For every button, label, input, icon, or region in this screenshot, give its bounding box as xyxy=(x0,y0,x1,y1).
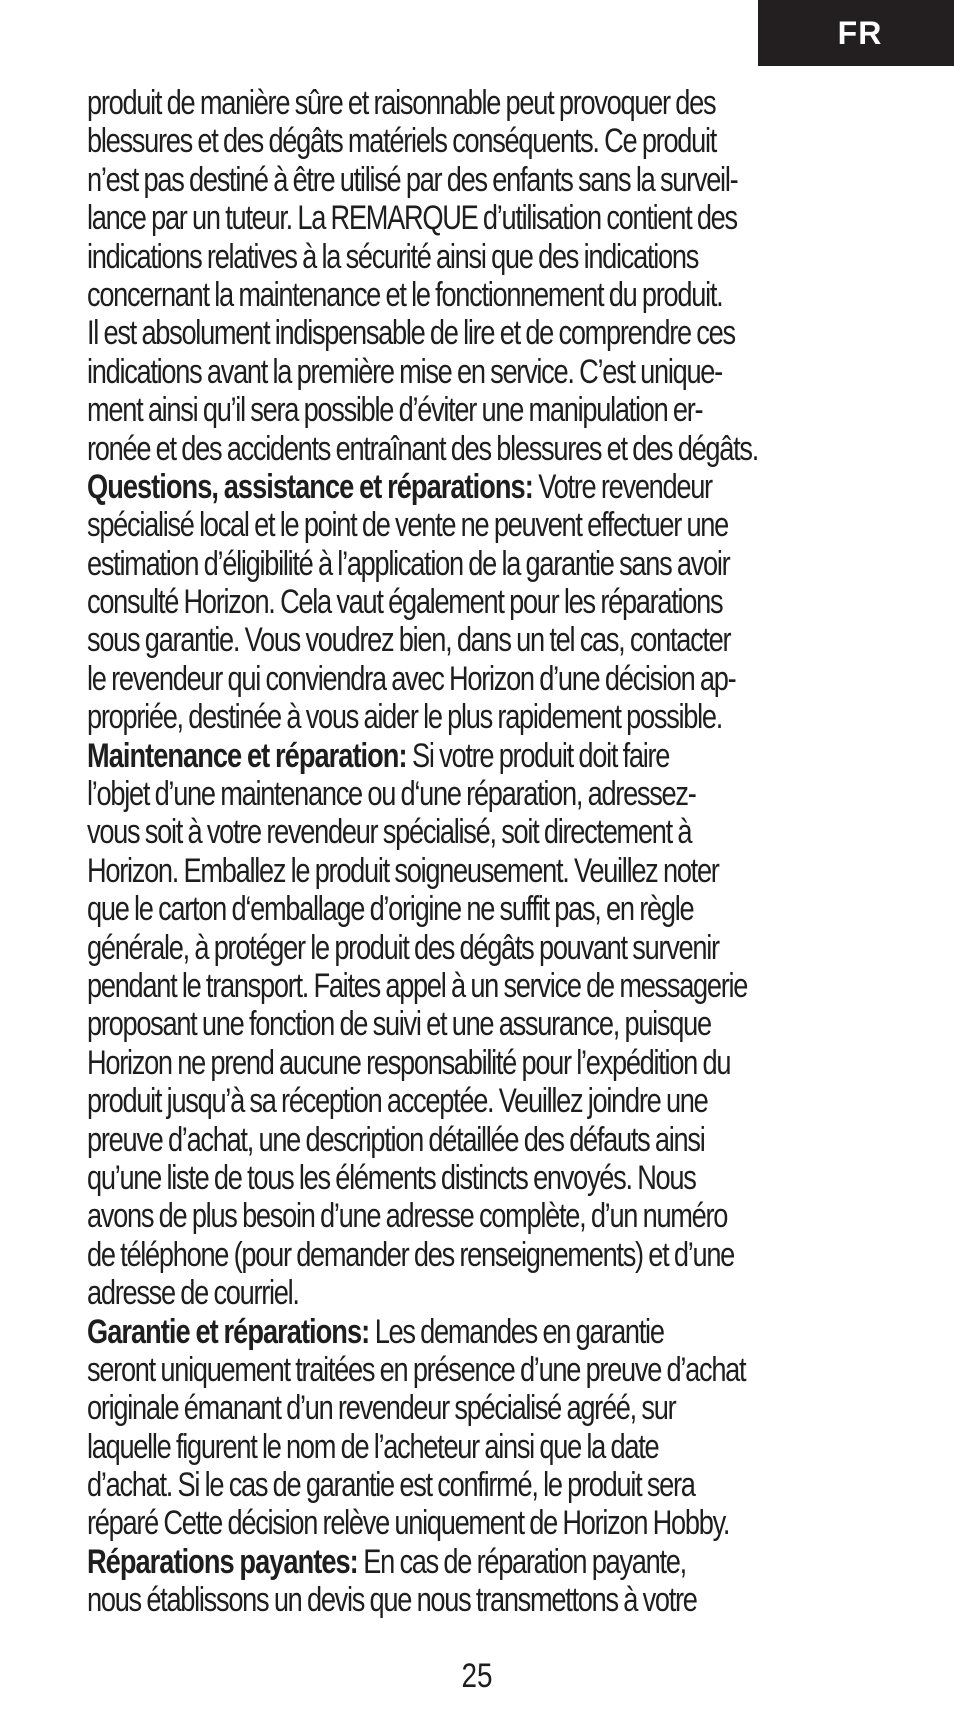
text-line: qu’une liste de tous les éléments distincts envoyés. Nous xyxy=(87,1158,696,1197)
text-line: indications avant la première mise en service. C’est unique- xyxy=(87,352,722,391)
text-line: avons de plus besoin d’une adresse complète, d’un numéro xyxy=(87,1197,728,1236)
text-line: d’achat. Si le cas de garantie est confirmé, le produit sera xyxy=(87,1466,695,1505)
text-line: que le carton d‘emballage d’origine ne suffit pas, en règle xyxy=(87,890,694,929)
text-line: réparé Cette décision relève uniquement de Horizon Hobby. xyxy=(87,1504,730,1543)
text-line: preuve d’achat, une description détaillée des défauts ainsi xyxy=(87,1120,705,1159)
page-number: 25 xyxy=(461,1657,493,1695)
text-line: estimation d’éligibilité à l’application de la garantie sans avoir xyxy=(87,544,730,583)
text-line: Maintenance et réparation: Si votre produit doit faire xyxy=(87,736,670,775)
text-line: propriée, destinée à vous aider le plus rapidement possible. xyxy=(87,698,723,737)
text-line: Questions, assistance et réparations: Votre revendeur xyxy=(87,467,712,506)
section-heading: Garantie et réparations: xyxy=(87,1312,370,1351)
text-line: laquelle figurent le nom de l’acheteur ainsi que la date xyxy=(87,1427,659,1466)
text-line: blessures et des dégâts matériels conséquents. Ce produit xyxy=(87,122,717,161)
text-line: Horizon ne prend aucune responsabilité pour l’expédition du xyxy=(87,1043,731,1082)
text-line: seront uniquement traitées en présence d’une preuve d’achat xyxy=(87,1350,746,1389)
section-heading: Maintenance et réparation: xyxy=(87,736,407,775)
language-tab: FR xyxy=(758,0,954,66)
section-heading: Questions, assistance et réparations: xyxy=(87,467,533,506)
text-line: nous établissons un devis que nous transmettons à votre xyxy=(87,1581,697,1620)
section-heading: Réparations payantes: xyxy=(87,1542,358,1581)
text-line: ronée et des accidents entraînant des blessures et des dégâts. xyxy=(87,429,758,468)
text-line: originale émanant d’un revendeur spécialisé agréé, sur xyxy=(87,1389,676,1428)
text-line: Réparations payantes: En cas de réparation payante, xyxy=(87,1542,686,1581)
text-line: indications relatives à la sécurité ainsi que des indications xyxy=(87,237,699,276)
text-line: produit jusqu’à sa réception acceptée. Veuillez joindre une xyxy=(87,1082,708,1121)
text-line: produit de manière sûre et raisonnable peut provoquer des xyxy=(87,84,716,122)
text-line: pendant le transport. Faites appel à un service de messagerie xyxy=(87,966,748,1005)
text-line: générale, à protéger le produit des dégâts pouvant survenir xyxy=(87,928,719,967)
text-line: Il est absolument indispensable de lire et de comprendre ces xyxy=(87,314,735,353)
text-line: vous soit à votre revendeur spécialisé, soit directement à xyxy=(87,813,692,852)
text-line: consulté Horizon. Cela vaut également pour les réparations xyxy=(87,583,723,622)
text-line: proposant une fonction de suivi et une assurance, puisque xyxy=(87,1005,711,1044)
text-line: n’est pas destiné à être utilisé par des enfants sans la surveil- xyxy=(87,160,738,199)
text-line: adresse de courriel. xyxy=(87,1274,299,1313)
text-line: lance par un tuteur. La REMARQUE d’utilisation contient des xyxy=(87,199,737,238)
text-line: concernant la maintenance et le fonctionnement du produit. xyxy=(87,275,723,314)
text-line: spécialisé local et le point de vente ne peuvent effectuer une xyxy=(87,506,728,545)
text-line: Garantie et réparations: Les demandes en garantie xyxy=(87,1312,664,1351)
text-line: sous garantie. Vous voudrez bien, dans un tel cas, contacter xyxy=(87,621,731,660)
text-line: Horizon. Emballez le produit soigneusement. Veuillez noter xyxy=(87,851,719,890)
document-body xyxy=(87,84,877,1620)
text-line: ment ainsi qu’il sera possible d’éviter une manipulation er- xyxy=(87,391,703,430)
text-line: de téléphone (pour demander des renseignements) et d’une xyxy=(87,1235,735,1274)
text-line: l’objet d’une maintenance ou d‘une réparation, adressez- xyxy=(87,775,696,814)
text-line: le revendeur qui conviendra avec Horizon d’une décision ap- xyxy=(87,659,736,698)
